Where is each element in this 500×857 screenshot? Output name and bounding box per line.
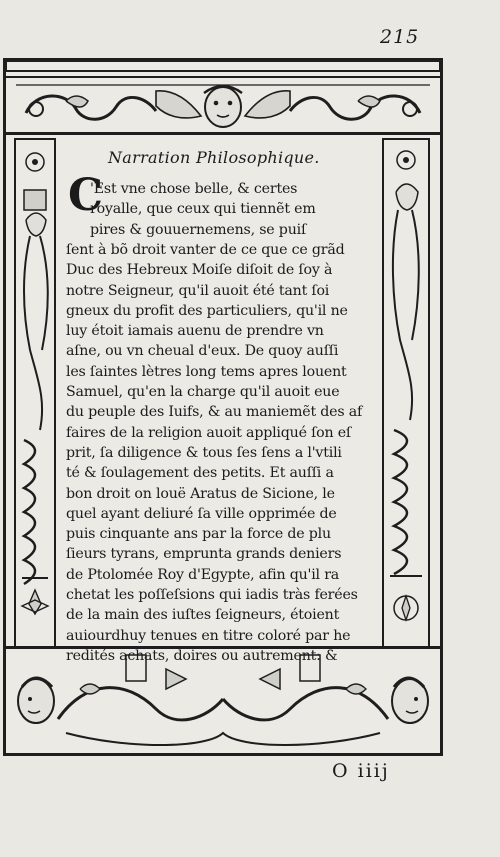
text-line: de Ptolomée Roy d'Egypte, afin qu'il ra <box>66 566 340 583</box>
text-line: chetat les poſſeſsions qui iadis tràs ferées <box>66 587 358 603</box>
text-line: faires de la religion auoit appliqué ſon eſ <box>66 424 351 441</box>
page-number: 215 <box>380 26 420 48</box>
text-line: redités achats, doires ou autrement: & <box>66 647 338 664</box>
text-line: notre Seigneur, qu'il auoit été tant ſoi <box>66 282 330 299</box>
text-line: puis cinquante ans par la force de plu <box>66 526 331 543</box>
left-figure-ornament <box>16 140 54 646</box>
text-line: du peuple des Iuifs, & au maniemẽt des af <box>66 404 363 421</box>
text-line: royalle, que ceux qui tiennẽt em <box>90 201 316 218</box>
bottom-ornament <box>6 649 440 753</box>
text-line: pires & gouuernemens, se puiſ <box>90 221 307 238</box>
text-line: 'Est vne chose belle, & certes <box>90 181 298 197</box>
top-ornament-band <box>6 61 440 135</box>
drop-cap-letter: C <box>68 170 104 221</box>
text-line: Duc des Hebreux Moiſe diſoit de ſoy à <box>66 262 333 279</box>
text-line: de la main des iuſtes ſeigneurs, étoient <box>66 607 340 624</box>
text-line: gneux du profit des particuliers, qu'il ne <box>66 302 348 319</box>
text-line: ſieurs tyrans, emprunta grands deniers <box>66 546 342 563</box>
text-line: ſent à bõ droit vanter de ce que ce grãd <box>66 241 345 258</box>
bottom-ornament-band <box>6 646 440 753</box>
text-line: auiourdhuy tenues en titre coloré par he <box>66 627 351 644</box>
left-ornament-column <box>14 138 56 648</box>
text-line: té & ſoulagement des petits. Et auſſi a <box>66 465 334 482</box>
text-line: quel ayant deliuré ſa ville opprimée de <box>66 505 337 522</box>
woodcut-frame <box>3 58 443 756</box>
text-line: aſne, ou vn cheual d'eux. De quoy auſſi <box>66 343 339 360</box>
text-line: prit, ſa diligence & tous ſes ſens a l'vtili <box>66 444 342 461</box>
text-line: Samuel, qu'en la charge qu'il auoit eue <box>66 384 340 400</box>
text-line: luy étoit iamais auenu de prendre vn <box>66 323 324 340</box>
top-ornament <box>6 61 440 135</box>
section-heading: Narration Philosophique. <box>108 148 320 167</box>
signature-mark: O iiij <box>332 760 390 782</box>
right-figure-ornament <box>384 140 428 646</box>
text-line: les ſaintes lètres long tems apres louent <box>66 363 347 380</box>
right-ornament-column <box>382 138 430 648</box>
text-line: bon droit on louë Aratus de Sicione, le <box>66 485 335 502</box>
text-panel <box>60 138 376 664</box>
